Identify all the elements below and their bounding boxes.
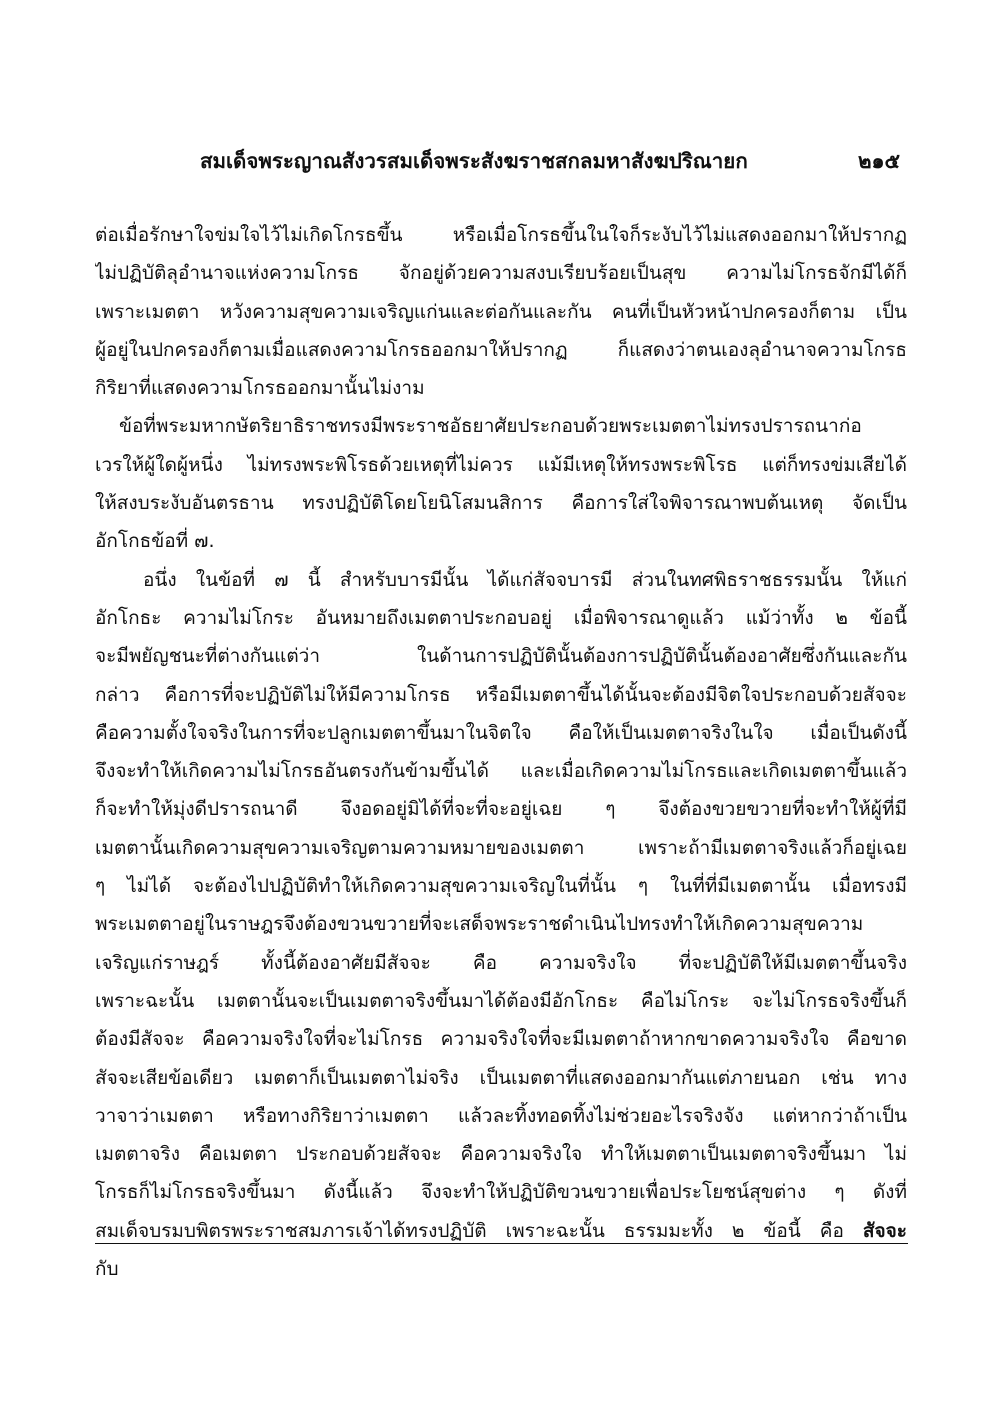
footer-rule bbox=[95, 1243, 908, 1244]
body-text bbox=[95, 216, 907, 1288]
text-line: วาจาว่าเมตตา หรือทางกิริยาว่าเมตตา แล้วละทิ้งทอดทิ้งไม่ช่วยอะไรจริงจัง แต่หากว่าถ้าเป็น bbox=[95, 1104, 907, 1127]
text-line: กับ bbox=[95, 1258, 119, 1281]
text-line: คือความตั้งใจจริงในการที่จะปลูกเมตตาขึ้นมาในจิตใจ คือให้เป็นเมตตาจริงในใจ เมื่อเป็นดังนี้ bbox=[95, 721, 907, 744]
text-line: ข้อที่พระมหากษัตริยาธิราชทรงมีพระราชอัธยาศัยประกอบด้วยพระเมตตาไม่ทรงปรารถนาก่อ bbox=[119, 415, 862, 438]
text-line: เพราะฉะนั้น เมตตานั้นจะเป็นเมตตาจริงขึ้นมาได้ต้องมีอักโกธะ คือไม่โกระ จะไม่โกรธจริงขึ้นก็ bbox=[95, 989, 907, 1012]
text-line: จะมีพยัญชนะที่ต่างกันแต่ว่า ในด้านการปฏิบัตินั้นต้องการปฏิบัตินั้นต้องอาศัยซึ่งกันและกัน bbox=[95, 645, 907, 668]
text-line: โกรธก็ไม่โกรธจริงขึ้นมา ดังนี้แล้ว จึงจะทำให้ปฏิบัติขวนขวายเพื่อประโยชน์สุขต่าง ๆ ดังที่ bbox=[95, 1181, 907, 1204]
text-line: ให้สงบระงับอันตรธาน ทรงปฏิบัติโดยโยนิโสมนสิการ คือการใส่ใจพิจารณาพบต้นเหตุ จัดเป็น bbox=[95, 492, 907, 515]
running-header bbox=[200, 145, 900, 181]
text-line: เวรให้ผู้ใดผู้หนึ่ง ไม่ทรงพระพิโรธด้วยเหตุที่ไม่ควร แม้มีเหตุให้ทรงพระพิโรธ แต่ก็ทรงข่มเสียได้ bbox=[95, 453, 907, 476]
text-line: ก็จะทำให้มุ่งดีปรารถนาดี จึงอดอยู่มิได้ที่จะที่จะอยู่เฉย ๆ จึงต้องขวยขวายที่จะทำให้ผู้ที่มี bbox=[95, 798, 907, 821]
text-line: ต้องมีสัจจะ คือความจริงใจที่จะไม่โกรธ ความจริงใจที่จะมีเมตตาถ้าหากขาดความจริงใจ คือขาด bbox=[95, 1028, 907, 1051]
text-line: ๆ ไม่ได้ จะต้องไปปฏิบัติทำให้เกิดความสุขความเจริญในที่นั้น ๆ ในที่ที่มีเมตตานั้น เมื่อทรงมี bbox=[95, 875, 907, 898]
text-line: เมตตานั้นเกิดความสุขความเจริญตามความหมายของเมตตา เพราะถ้ามีเมตตาจริงแล้วก็อยู่เฉย bbox=[95, 836, 907, 859]
text-line-content: สมเด็จบรมบพิตรพระราชสมภารเจ้าได้ทรงปฏิบัติ เพราะฉะนั้น ธรรมมะทั้ง ๒ ข้อนี้ คือ bbox=[95, 1219, 844, 1242]
page-number: ๒๑๕ bbox=[857, 149, 900, 173]
text-line: พระเมตตาอยู่ในราษฎรจึงต้องขวนขวายที่จะเสด็จพระราชดำเนินไปทรงทำให้เกิดความสุขความ bbox=[95, 913, 864, 936]
text-line: สัจจะเสียข้อเดียว เมตตาก็เป็นเมตตาไม่จริง เป็นเมตตาที่แสดงออกมากันแต่ภายนอก เช่น ทาง bbox=[95, 1066, 907, 1089]
text-line: ต่อเมื่อรักษาใจข่มใจไว้ไม่เกิดโกรธขึ้น หรือเมื่อโกรธขึ้นในใจก็ระงับไว้ไม่แสดงออกมาให้ปรากฏ bbox=[95, 224, 907, 246]
text-line: ผู้อยู่ในปกครองก็ตามเมื่อแสดงความโกรธออกมาให้ปรากฏ ก็แสดงว่าตนเองลุอำนาจความโกรธ bbox=[95, 338, 907, 361]
text-line: เมตตาจริง คือเมตตา ประกอบด้วยสัจจะ คือความจริงใจ ทำให้เมตตาเป็นเมตตาจริงขึ้นมา ไม่ bbox=[95, 1143, 907, 1166]
text-line: ไม่ปฏิบัติลุอำนาจแห่งความโกรธ จักอยู่ด้วยความสงบเรียบร้อยเป็นสุข ความไม่โกรธจักมีได้ก็ bbox=[95, 262, 907, 285]
header-title: สมเด็จพระญาณสังวรสมเด็จพระสังฆราชสกลมหาสังฆปริณายก bbox=[200, 149, 748, 173]
text-line: กล่าว คือการที่จะปฏิบัติไม่ให้มีความโกรธ หรือมีเมตตาขึ้นได้นั้นจะต้องมีจิตใจประกอบด้วยสัจจะ bbox=[95, 683, 907, 706]
text-line: เพราะเมตตา หวังความสุขความเจริญแก่นและต่อกันและกัน คนที่เป็นหัวหน้าปกครองก็ตาม เป็น bbox=[95, 300, 907, 323]
text-line: เจริญแก่ราษฎร์ ทั้งนี้ต้องอาศัยมีสัจจะ คือ ความจริงใจ ที่จะปฏิบัติให้มีเมตตาขึ้นจริง bbox=[95, 951, 907, 974]
text-line: จึงจะทำให้เกิดความไม่โกรธอันตรงกันข้ามขึ้นได้ และเมื่อเกิดความไม่โกรธและเกิดเมตตาขึ้นแล้ว bbox=[95, 760, 907, 783]
text-line: อักโกธข้อที่ ๗. bbox=[95, 530, 215, 553]
emphasized-term: สัจจะ bbox=[862, 1219, 907, 1242]
text-line: กิริยาที่แสดงความโกรธออกมานั้นไม่งาม bbox=[95, 377, 425, 400]
text-line bbox=[95, 1212, 907, 1250]
text-line: อักโกธะ ความไม่โกระ อันหมายถึงเมตตาประกอบอยู่ เมื่อพิจารณาดูแล้ว แม้ว่าทั้ง ๒ ข้อนี้ bbox=[95, 606, 907, 629]
text-line: อนึ่ง ในข้อที่ ๗ นี้ สำหรับบารมีนั้น ได้แก่สัจจบารมี ส่วนในทศพิธราชธรรมนั้น ให้แก่ bbox=[143, 568, 907, 591]
